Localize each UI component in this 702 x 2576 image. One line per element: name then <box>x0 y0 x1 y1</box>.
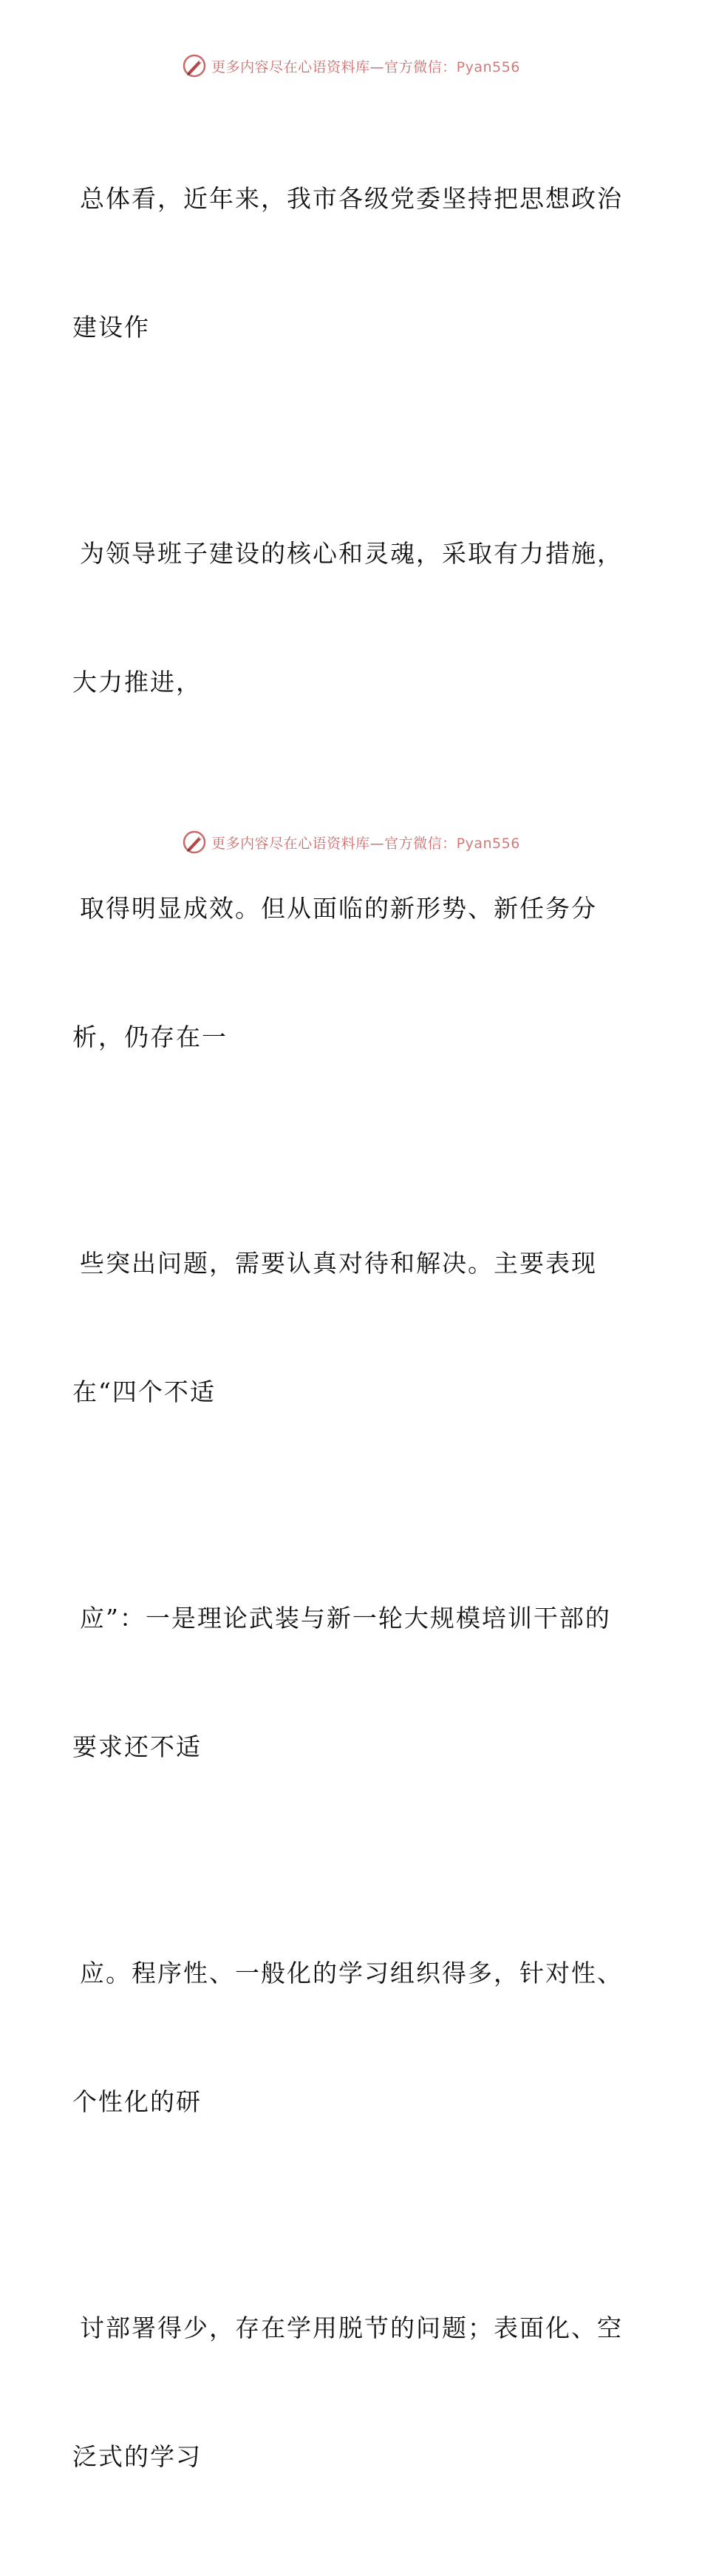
paragraph-line: 大力推进， <box>72 668 202 696</box>
paragraph-line: 取得明显成效。但从面临的新形势、新任务分 <box>80 894 597 923</box>
paragraph <box>72 2221 623 2564</box>
paragraph-line: 在“四个不适 <box>72 1377 216 1406</box>
paragraph <box>72 92 623 435</box>
paragraph-line: 些突出问题，需要认真对待和解决。主要表现 <box>80 1249 597 1278</box>
paragraph-line: 析，仍存在一 <box>72 1023 228 1051</box>
watermark-text: 更多内容尽在心语资料库—官方微信：Pyan556 <box>211 835 520 852</box>
paragraph <box>72 1511 619 1854</box>
watermark-text: 更多内容尽在心语资料库—官方微信：Pyan556 <box>211 58 520 75</box>
pen-logo-icon <box>182 830 207 855</box>
paragraph <box>72 447 623 790</box>
paragraph-line: 应。程序性、一般化的学习组织得多，针对性、 <box>80 1959 623 1987</box>
pen-logo-icon <box>182 53 207 78</box>
paragraph-line: 建设作 <box>72 313 150 342</box>
footer-watermark <box>0 830 702 855</box>
paragraph <box>72 1156 619 1499</box>
document-body <box>72 92 623 2576</box>
paragraph-line: 个性化的研 <box>72 2087 202 2116</box>
header-watermark <box>0 53 702 78</box>
paragraph <box>72 1866 623 2209</box>
paragraph-line: 泛式的学习 <box>72 2442 202 2471</box>
paragraph-line: 为领导班子建设的核心和灵魂，采取有力措施， <box>80 539 623 568</box>
paragraph-line: 应”：一是理论武装与新一轮大规模培训干部的 <box>80 1604 611 1633</box>
paragraph-line: 总体看，近年来，我市各级党委坚持把思想政治 <box>80 184 623 213</box>
paragraph-line: 讨部署得少，存在学用脱节的问题；表面化、空 <box>80 2314 623 2342</box>
paragraph-line: 要求还不适 <box>72 1732 202 1761</box>
